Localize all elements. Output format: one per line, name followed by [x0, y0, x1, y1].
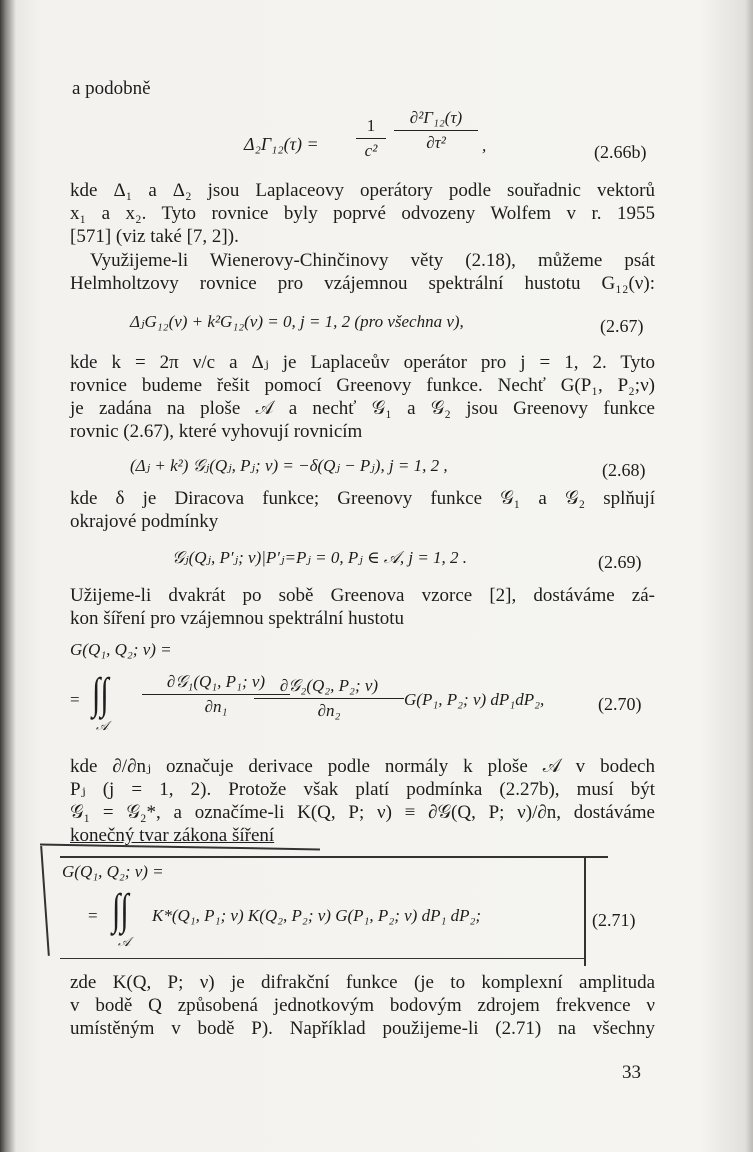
eq-266b-label: (2.66b) [594, 142, 647, 162]
eq-266b-den1: c² [364, 141, 378, 160]
eq-268-label: (2.68) [602, 460, 646, 480]
pencil-box-right [584, 856, 586, 966]
eq-266b-den2: ∂τ² [426, 133, 446, 152]
p5-line: Užijeme-li dvakrát po sobě Greenova vzorce [2], dostáváme zá- [70, 585, 655, 606]
eq-268-expr: (Δⱼ + k²) 𝒢ⱼ(Qⱼ, Pⱼ; ν) = −δ(Qⱼ − Pⱼ), j = 1, 2 , [130, 456, 448, 475]
eq-269-label: (2.69) [598, 552, 642, 572]
p3-line: rovnice budeme řešit pomocí Greenovy funkce. Nechť G(P₁, P₂;ν) [70, 375, 655, 396]
pencil-box-bottom [60, 958, 585, 959]
eq-267-label: (2.67) [600, 316, 644, 336]
p3-line: je zadána na ploše 𝒜 a nechť 𝒢₁ a 𝒢₂ jsou Greenovy funkce [70, 398, 655, 419]
eq-271-label: (2.71) [592, 910, 636, 930]
eq-270-line1: G(Q₁, Q₂; ν) = [70, 640, 172, 659]
eq-266b-fraction-1 [356, 116, 386, 161]
p1-line: kde Δ₁ a Δ₂ jsou Laplaceovy operátory podle souřadnic vektorů [70, 180, 655, 201]
eq-271-double-integral: ∫∫ [112, 885, 129, 934]
eq-270-num2: ∂𝒢₂(Q₂, P₂; ν) [279, 676, 379, 695]
eq-266b-lhs: Δ₂Γ₁₂(τ) = [244, 134, 319, 154]
eq-270-num1: ∂𝒢₁(Q₁, P₁; ν) [166, 672, 266, 691]
p7-line: v bodě Q způsobená jednotkovým bodovým zdrojem frekvence ν [70, 995, 655, 1016]
page-number: 33 [622, 1062, 641, 1083]
pencil-box-left [40, 846, 49, 956]
fraction-bar [254, 698, 404, 699]
eq-270-label: (2.70) [598, 694, 642, 714]
p7-line: umístěným v bodě P). Například použijeme-li (2.71) na všechny [70, 1018, 655, 1039]
p3-line: rovnic (2.67), které vyhovují rovnicím [70, 421, 363, 442]
eq-270-domain: 𝒜 [96, 718, 109, 733]
eq-266b-num2: ∂²Γ₁₂(τ) [409, 108, 463, 127]
p4-line: kde δ je Diracova funkce; Greenovy funkce 𝒢₁ a 𝒢₂ splňují [70, 488, 655, 509]
intro-text: a podobně [72, 78, 151, 99]
p3-line: kde k = 2π ν/c a Δⱼ je Laplaceův operátor pro j = 1, 2. Tyto [70, 352, 655, 373]
eq-271-domain: 𝒜 [118, 934, 131, 949]
fraction-bar [356, 138, 386, 139]
eq-266b-num1: 1 [366, 116, 376, 135]
eq-270-tail: G(P₁, P₂; ν) dP₁dP₂, [404, 690, 545, 709]
eq-267-expr: ΔⱼG₁₂(ν) + k²G₁₂(ν) = 0, j = 1, 2 (pro všechna ν), [130, 312, 464, 331]
p1-line: x₁ a x₂. Tyto rovnice byly poprvé odvozeny Wolfem v r. 1955 [70, 203, 655, 224]
eq-266b-fraction-2 [394, 108, 478, 153]
p6-line: Pⱼ (j = 1, 2). Protože však platí podmínka (2.27b), musí být [70, 779, 655, 800]
p6-line: 𝒢₁ = 𝒢₂*, a označíme-li K(Q, P; ν) ≡ ∂𝒢(Q, P; ν)/∂n, dostáváme [70, 802, 655, 823]
pencil-box-top [60, 856, 608, 858]
p5-line: kon šíření pro vzájemnou spektrální hustotu [70, 608, 405, 629]
eq-270-eqsign: = [70, 690, 80, 709]
eq-269-expr: 𝒢ⱼ(Qⱼ, P′ⱼ; ν)|P′ⱼ=Pⱼ = 0, Pⱼ ∈ 𝒜, j = 1, 2 . [172, 548, 468, 567]
p2-line: Využijeme-li Wienerovy-Chinčinovy věty (2.18), můžeme psát [90, 250, 655, 271]
eq-271-body: K*(Q₁, P₁; ν) K(Q₂, P₂; ν) G(P₁, P₂; ν) dP₁ dP₂; [152, 906, 482, 925]
p6-line: kde ∂/∂nⱼ označuje derivace podle normály k ploše 𝒜 v bodech [70, 756, 655, 777]
p7-line: zde K(Q, P; ν) je difrakční funkce (je to komplexní amplituda [70, 972, 655, 993]
eq-270-fraction-2 [254, 676, 404, 721]
eq-271-line1: G(Q₁, Q₂; ν) = [62, 862, 164, 881]
eq-270-double-integral: ∫∫ [92, 669, 109, 718]
eq-271-eqsign: = [88, 906, 98, 925]
p2-line: Helmholtzovy rovnice pro vzájemnou spektrální hustotu G₁₂(ν): [70, 273, 655, 294]
p6-line: konečný tvar zákona šíření [70, 825, 275, 846]
eq-266b-tail: , [482, 136, 487, 155]
p4-line: okrajové podmínky [70, 511, 219, 532]
eq-270-den1: ∂n₁ [204, 697, 228, 716]
eq-270-den2: ∂n₂ [317, 701, 341, 720]
fraction-bar [394, 130, 478, 131]
p1-line: [571] (viz také [7, 2]). [70, 226, 239, 247]
